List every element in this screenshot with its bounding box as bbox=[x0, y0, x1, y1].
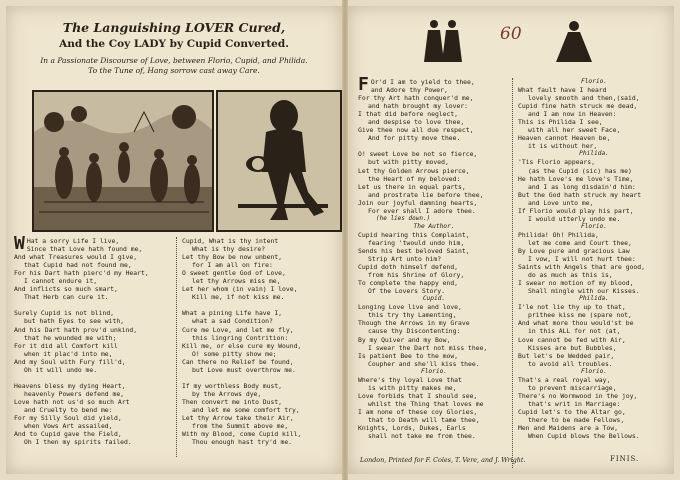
woodcut-garden-scene bbox=[32, 90, 214, 232]
verse-line: And for pitty move thee. bbox=[368, 134, 461, 143]
verse-line: But let's be Wedded pair, bbox=[518, 351, 615, 360]
verse-line: But the God hath struck my heart bbox=[518, 190, 642, 199]
verse-line: I swear no motion of my blood, bbox=[518, 279, 634, 288]
verse-line: Oh it will undo me. bbox=[24, 365, 98, 374]
verse-line: in this ALL for not (at, bbox=[528, 327, 621, 336]
verse-line: Cupid let's to the Altar go, bbox=[518, 407, 626, 416]
verse-line: is with pitty makes me, bbox=[368, 383, 457, 392]
verse-line: Heaven cannot Heaven be, bbox=[518, 134, 611, 143]
right-column-1 bbox=[358, 74, 510, 441]
verse-line: and hath brought my lover: bbox=[368, 102, 469, 111]
verse-line: Florio. bbox=[580, 222, 608, 230]
woodcut-lady-icon bbox=[554, 20, 594, 68]
verse-line bbox=[182, 374, 340, 382]
verse-line: cause thy Discontenting: bbox=[368, 327, 461, 336]
verse-line: Florio. bbox=[420, 367, 448, 375]
imprint-line: London, Printed for F. Coles, T. Vere, and J. Wright. bbox=[360, 456, 526, 464]
verse-line: I cannot endure it, bbox=[24, 277, 98, 286]
woodcut-cavalier bbox=[216, 90, 342, 232]
verse-line: When Cupid blows the Bellows. bbox=[528, 432, 640, 441]
verse-line: Knights, Lords, Dukes, Earls bbox=[358, 424, 466, 433]
verse-line: Cupid. bbox=[422, 295, 446, 303]
verse-line: Cupid hearing this Complaint, bbox=[358, 230, 470, 239]
verse-line: Then convert me into Dust, bbox=[182, 397, 283, 406]
verse-line: If my worthless Body must, bbox=[182, 381, 283, 390]
verse-line: Strip Art unto him? bbox=[368, 255, 442, 264]
finis-mark: FINIS. bbox=[610, 455, 640, 463]
verse-line: from his Shrine of Glory, bbox=[368, 271, 465, 280]
verse-line: By my Quiver and my Bow, bbox=[358, 335, 451, 344]
verse-line: Can there no Relief be found, bbox=[182, 357, 294, 366]
verse-line: when it plac'd into me, bbox=[24, 349, 113, 358]
verse-line: Of the Lovers Story. bbox=[368, 287, 445, 296]
verse-line: And inflicts so much smart, bbox=[14, 285, 118, 294]
verse-line: With my Blood, come Cupid kill, bbox=[182, 430, 302, 439]
verse-line: Shall mingle with our Kisses. bbox=[528, 287, 640, 296]
verse-line: Cure me Love, and let me fly, bbox=[182, 325, 294, 334]
verse-line: Is patient Bee to the mow, bbox=[358, 351, 459, 360]
verse-line: fearing 'twould undo him, bbox=[368, 238, 465, 247]
verse-line: O sweet gentle God of Love, bbox=[182, 269, 286, 278]
verse-line: when Vows Art assailed, bbox=[24, 422, 113, 431]
verse-line: I am none of these coy Glories, bbox=[358, 407, 478, 416]
verse-line: What is thy desire? bbox=[192, 245, 266, 254]
verse-line: Or'd I am to yield to thee, bbox=[370, 78, 475, 86]
verse-line: Sends his best beloved Saint, bbox=[358, 246, 470, 255]
verse-line: What a pining Life have I, bbox=[182, 309, 283, 318]
verse-line: and Love unto me, bbox=[528, 198, 594, 207]
verse-line: prithee kiss me (spare not, bbox=[528, 311, 632, 320]
verse-line: that to Death will tame thee, bbox=[368, 415, 480, 424]
verse-line: Let thy Golden Arrows pierce, bbox=[358, 166, 470, 175]
verse-line: And his Dart hath prov'd unkind, bbox=[14, 325, 138, 334]
verse-line: and Cruelty to bend me: bbox=[24, 405, 113, 414]
verse-line: for I am all on fire: bbox=[192, 261, 273, 270]
verse-line: Cupid doth himself defend, bbox=[358, 263, 459, 272]
verse-line: I would utterly undo me. bbox=[528, 214, 621, 223]
verse-line: but with pitty moved, bbox=[368, 158, 449, 167]
verse-line: By Love pure and gracious Law bbox=[518, 246, 630, 255]
verse-line: Love cannot be fed with Air, bbox=[518, 335, 626, 344]
verse-line bbox=[14, 374, 174, 382]
verse-line: To complete the happy end, bbox=[358, 279, 459, 288]
verse-line: Thou enough hast try'd me. bbox=[192, 438, 293, 447]
verse-line: that's writ in Marriage: bbox=[528, 399, 621, 408]
verse-line: shall not take me from thee. bbox=[368, 432, 476, 441]
verse-line: Though the Arrows in my Grave bbox=[358, 319, 470, 328]
verse-line: Florio. bbox=[580, 367, 608, 375]
verse-line: this try thy Lamenting, bbox=[368, 311, 457, 320]
title-line2: And the Coy LADY by Cupid Converted. bbox=[59, 38, 289, 50]
verse-line: there to be made Fellows, bbox=[528, 415, 625, 424]
left-column-1 bbox=[14, 233, 174, 447]
verse-line: Oh I then my spirits failed. bbox=[24, 438, 132, 447]
verse-line: Join our joyful damning hearts, bbox=[358, 198, 478, 207]
verse-line: to avoid all troubles. bbox=[528, 359, 613, 368]
verse-line: Surely Cupid is not blind, bbox=[14, 309, 115, 318]
verse-line: Love hath not us'd so much Art bbox=[14, 397, 130, 406]
verse-line bbox=[182, 301, 340, 309]
verse-line: The Author. bbox=[413, 222, 455, 230]
verse-line: (he lies down.) bbox=[376, 214, 431, 222]
verse-line: And what more thou would'st be bbox=[518, 319, 634, 328]
verse-line: If Florio would play his part, bbox=[518, 206, 634, 215]
verse-line: by the Arrows dye, bbox=[192, 389, 262, 398]
verse-line: but Love must overthrow me. bbox=[192, 365, 296, 374]
verse-line: and Adore thy Power, bbox=[370, 86, 448, 95]
verse-line: Men and Maidens are a Tow, bbox=[518, 424, 619, 433]
verse-line: Love forbids that I should see, bbox=[358, 391, 478, 400]
verse-line: Philida. bbox=[579, 150, 609, 158]
title-line1: The Languishing LOVER Cured, bbox=[62, 20, 286, 35]
verse-line: Let thy Bow be now unbent, bbox=[182, 253, 283, 262]
verse-line: this lingring Contrition: bbox=[192, 333, 289, 342]
verse-line: what a sad Condition? bbox=[192, 317, 273, 326]
verse-line: This is Philida I see, bbox=[518, 118, 603, 127]
drop-cap: W bbox=[14, 233, 25, 254]
verse-line: Kisses are but Bubbles, bbox=[528, 343, 617, 352]
verse-line: and I am now in Heaven: bbox=[528, 110, 617, 119]
verse-line: that he wounded me with; bbox=[24, 333, 117, 342]
verse-line: And my Soul with Fury fill'd, bbox=[14, 357, 126, 366]
verse-line: let thy Arrows miss me, bbox=[192, 277, 281, 286]
verse-line: Cupid fine hath struck me dead, bbox=[518, 102, 638, 111]
verse-line: and prostrate lie before thee, bbox=[368, 190, 484, 199]
verse-line: Hat a sorry Life I live, bbox=[26, 237, 120, 245]
verse-line bbox=[358, 142, 510, 150]
verse-line: it is without her, bbox=[528, 142, 598, 151]
woodcut-couple-icon bbox=[420, 18, 466, 68]
verse-line: to prevent miscarriage, bbox=[528, 383, 617, 392]
verse-line: That's a real royal way, bbox=[518, 375, 611, 384]
verse-line: And to Cupid gave the Field, bbox=[14, 430, 122, 439]
right-column-2 bbox=[518, 78, 670, 440]
verse-line: Florio. bbox=[580, 78, 608, 85]
subtitle-line1: In a Passionate Discourse of Love, between Florio, Cupid, and Philida. bbox=[40, 56, 308, 65]
verse-line: (as the Cupid (sic) has me) bbox=[528, 166, 632, 175]
column-divider bbox=[176, 237, 177, 457]
verse-line: I that did before neglect, bbox=[358, 110, 459, 119]
handwritten-number: 60 bbox=[500, 24, 522, 44]
verse-line: O! sweet Love be not so fierce, bbox=[358, 150, 478, 159]
verse-line: with all her sweet Face, bbox=[528, 126, 621, 135]
verse-line: Give thee now all due respect, bbox=[358, 126, 474, 135]
verse-line: I swear the Dart not miss thee, bbox=[368, 343, 488, 352]
column-divider bbox=[512, 78, 513, 468]
verse-line: That Herb can cure it. bbox=[24, 293, 109, 302]
verse-line: lovely smooth and then,(said, bbox=[528, 94, 640, 103]
verse-line: whilst the Thing that loves me bbox=[368, 399, 484, 408]
verse-line: Kill me, or else cure my Wound, bbox=[182, 341, 302, 350]
verse-line: There's no Wormwood in the joy, bbox=[518, 391, 638, 400]
verse-line: and despise to love thee, bbox=[368, 118, 465, 127]
verse-line: Let us there in equal parts, bbox=[358, 182, 466, 191]
subtitle-line2: To the Tune of, Hang sorrow cast away Care. bbox=[88, 66, 260, 75]
verse-line: do as much as this is, bbox=[528, 271, 613, 280]
verse-line: Coupher and she'll kiss thee. bbox=[368, 359, 480, 368]
verse-line: For thy Art hath conquer'd me, bbox=[358, 94, 474, 103]
verse-line: let me come and Court thee, bbox=[528, 238, 632, 247]
verse-line: Let her whom (in vain) I love, bbox=[182, 285, 298, 294]
verse-line: 'Tis Florio appears, bbox=[518, 158, 595, 167]
verse-line: Where's thy loyal Love that bbox=[358, 375, 462, 384]
verse-line: the Heart of my beloved: bbox=[368, 174, 461, 183]
verse-line: What fault have I heard bbox=[518, 86, 607, 95]
verse-line: but hath Eyes to see with, bbox=[24, 317, 125, 326]
verse-line: Longing Love live and love, bbox=[358, 303, 462, 312]
verse-line: Kill me, if not kiss me. bbox=[192, 293, 285, 302]
verse-line: that Cupid had not found me, bbox=[24, 261, 132, 270]
verse-line: For it did all Comfort kill bbox=[14, 341, 118, 350]
verse-line bbox=[14, 301, 174, 309]
verse-line: heavenly Powers defend me, bbox=[24, 389, 125, 398]
verse-line: I'le not lie thy up to that, bbox=[518, 303, 626, 312]
verse-line: O! some pitty show me; bbox=[192, 349, 277, 358]
verse-line: For his Dart hath pierc'd my Heart, bbox=[14, 269, 149, 278]
verse-line: Cupid, What is thy intent bbox=[182, 237, 279, 245]
verse-line: I vow, I will not hurt thee: bbox=[528, 255, 636, 264]
verse-line: from the Summit above me, bbox=[192, 422, 289, 431]
verse-line: and I as long disdain'd him: bbox=[528, 182, 636, 191]
drop-cap: F bbox=[358, 74, 369, 95]
right-page bbox=[348, 6, 674, 474]
left-column-2 bbox=[182, 237, 340, 446]
verse-line: He hath Love's me love's Time, bbox=[518, 174, 634, 183]
verse-line: Philida. bbox=[579, 295, 609, 303]
verse-line: Philida! Oh! Philida, bbox=[518, 230, 599, 239]
verse-line: For ever shall I adore thee. bbox=[368, 206, 476, 215]
verse-line: and let me some comfort try, bbox=[192, 405, 300, 414]
verse-line: And what Treasures would I give, bbox=[14, 253, 138, 262]
left-page bbox=[6, 6, 342, 474]
verse-line: Heavens bless my dying Heart, bbox=[14, 381, 126, 390]
verse-line: Saints with Angels that are good, bbox=[518, 263, 645, 272]
verse-line: Let thy Arrow take their Air, bbox=[182, 414, 294, 423]
verse-line: For my Silly Soul did yield, bbox=[14, 414, 122, 423]
verse-line: Since that Love hath found me, bbox=[26, 245, 143, 254]
